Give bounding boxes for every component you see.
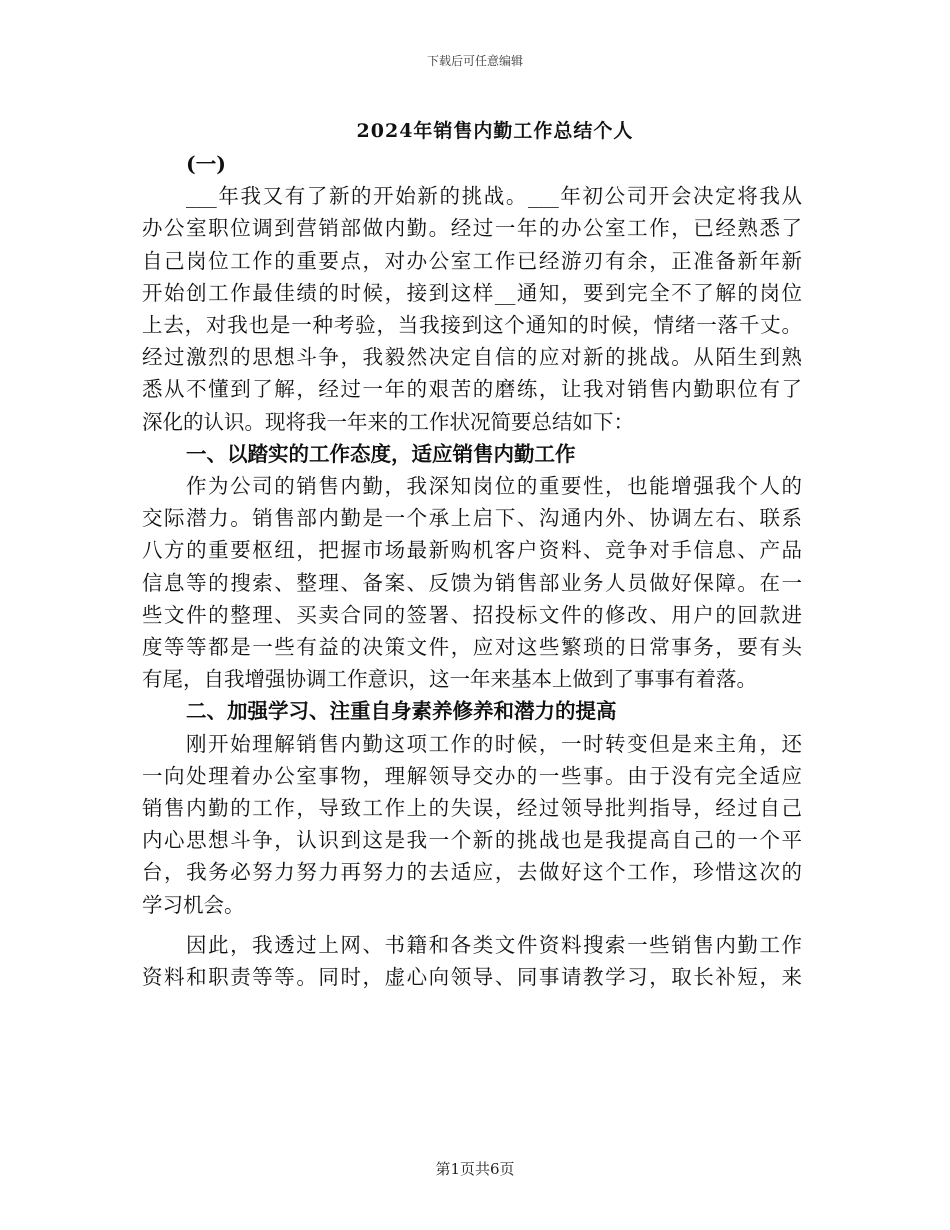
document-body	[142, 148, 802, 993]
paragraph-line: 经过激烈的思想斗争，我毅然决定自信的应对新的挑战。从陌生到熟	[142, 345, 802, 370]
paragraph-line: 作为公司的销售内勤，我深知岗位的重要性，也能增强我个人的	[186, 474, 802, 499]
paragraph-3	[142, 728, 802, 921]
paragraph-line: 刚开始理解销售内勤这项工作的时候，一时转变但是来主角，还	[186, 731, 802, 756]
paragraph-line: 销售内勤的工作，导致工作上的失误，经过领导批判指导，经过自己	[142, 796, 802, 821]
paragraph-line: 资料和职责等等。同时，虚心向领导、同事请教学习，取长补短，来	[142, 965, 802, 990]
paragraph-line: 交际潜力。销售部内勤是一个承上启下、沟通内外、协调左右、联系	[142, 506, 802, 531]
paragraph-line: 些文件的整理、买卖合同的签署、招投标文件的修改、用户的回款进	[142, 602, 802, 627]
section-heading-1: 一、以踏实的工作态度，适应销售内勤工作	[186, 441, 576, 466]
paragraph-line: 有尾，自我增强协调工作意识，这一年来基本上做到了事事有着落。	[142, 667, 757, 692]
document-title: 2024年销售内勤工作总结个人	[356, 120, 634, 142]
paragraph-line: 办公室职位调到营销部做内勤。经过一年的办公室工作，已经熟悉了	[142, 216, 802, 241]
paragraph-line: 深化的认识。现将我一年来的工作状况简要总结如下：	[142, 409, 634, 434]
paragraph-line: 学习机会。	[142, 892, 245, 917]
paragraph-2	[142, 470, 802, 695]
paragraph-line: ___年我又有了新的开始新的挑战。___年初公司开会决定将我从	[186, 184, 802, 209]
paragraph-1	[142, 180, 802, 438]
paragraph-line: 内心思想斗争，认识到这是我一个新的挑战也是我提高自己的一个平	[142, 828, 802, 853]
paragraph-line: 自己岗位工作的重要点，对办公室工作已经游刃有余，正准备新年新	[142, 248, 802, 273]
paragraph-line: 八方的重要枢纽，把握市场最新购机客户资料、竞争对手信息、产品	[142, 538, 802, 563]
paragraph-line: 上去，对我也是一种考验，当我接到这个通知的时候，情绪一落千丈。	[142, 313, 802, 338]
header-note: 下载后可任意编辑	[426, 54, 523, 68]
paragraph-4	[142, 929, 802, 993]
paragraph-line: 一向处理着办公室事物，理解领导交办的一些事。由于没有完全适应	[142, 763, 802, 788]
paragraph-line: 悉从不懂到了解，经过一年的艰苦的磨练，让我对销售内勤职位有了	[142, 377, 802, 402]
paragraph-line: 台，我务必努力努力再努力的去适应，去做好这个工作，珍惜这次的	[142, 860, 802, 885]
paragraph-line: 信息等的搜索、整理、备案、反馈为销售部业务人员做好保障。在一	[142, 570, 802, 595]
paragraph-line: 度等等都是一些有益的决策文件，应对这些繁琐的日常事务，要有头	[142, 635, 802, 660]
paragraph-line: 开始创工作最佳绩的时候，接到这样__通知，要到完全不了解的岗位	[142, 280, 802, 305]
paragraph-line: 因此，我透过上网、书籍和各类文件资料搜索一些销售内勤工作	[186, 932, 802, 957]
page-number: 第1页共6页	[435, 1160, 515, 1178]
section-marker: (一)	[186, 152, 226, 176]
paragraph-gap	[142, 921, 802, 929]
section-heading-2: 二、加强学习、注重自身素养修养和潜力的提高	[186, 699, 617, 724]
